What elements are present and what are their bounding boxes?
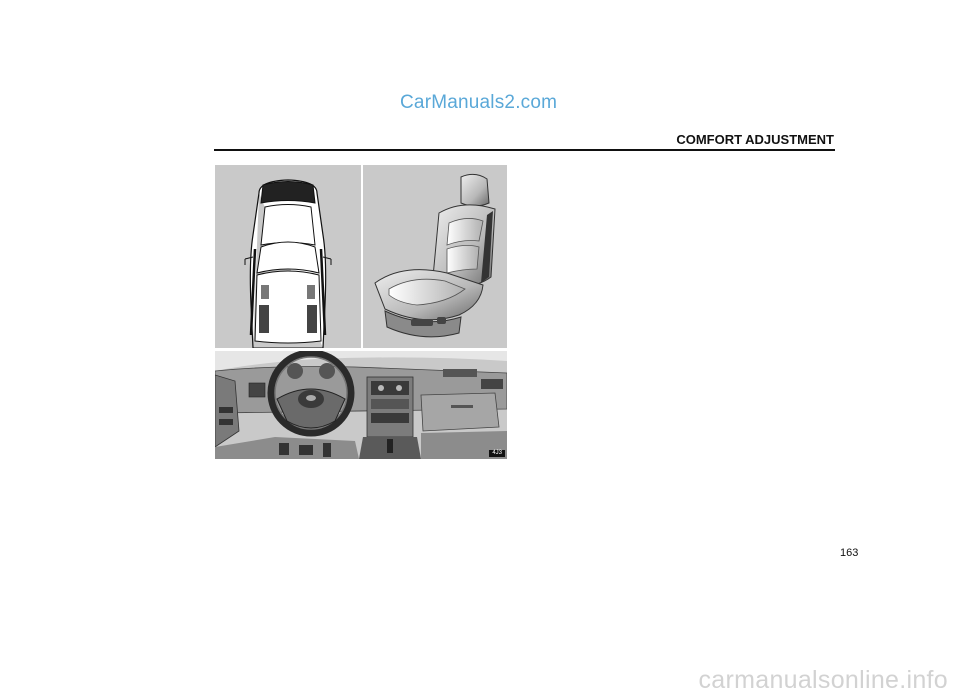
watermark-bottom[interactable]: carmanualsonline.info xyxy=(698,666,948,694)
header-rule xyxy=(214,149,835,151)
illustration-figure xyxy=(215,165,507,459)
dashboard-illustration xyxy=(215,351,507,459)
car-top-view-panel xyxy=(215,165,361,348)
car-top-view-illustration xyxy=(215,165,361,348)
page-number: 163 xyxy=(840,547,859,559)
section-title: COMFORT ADJUSTMENT xyxy=(676,132,834,147)
watermark-top[interactable]: CarManuals2.com xyxy=(400,92,558,113)
figure-code: 4J3 xyxy=(489,450,505,457)
power-seat-illustration xyxy=(363,165,507,348)
power-seat-panel xyxy=(363,165,507,348)
dashboard-panel xyxy=(215,351,507,459)
